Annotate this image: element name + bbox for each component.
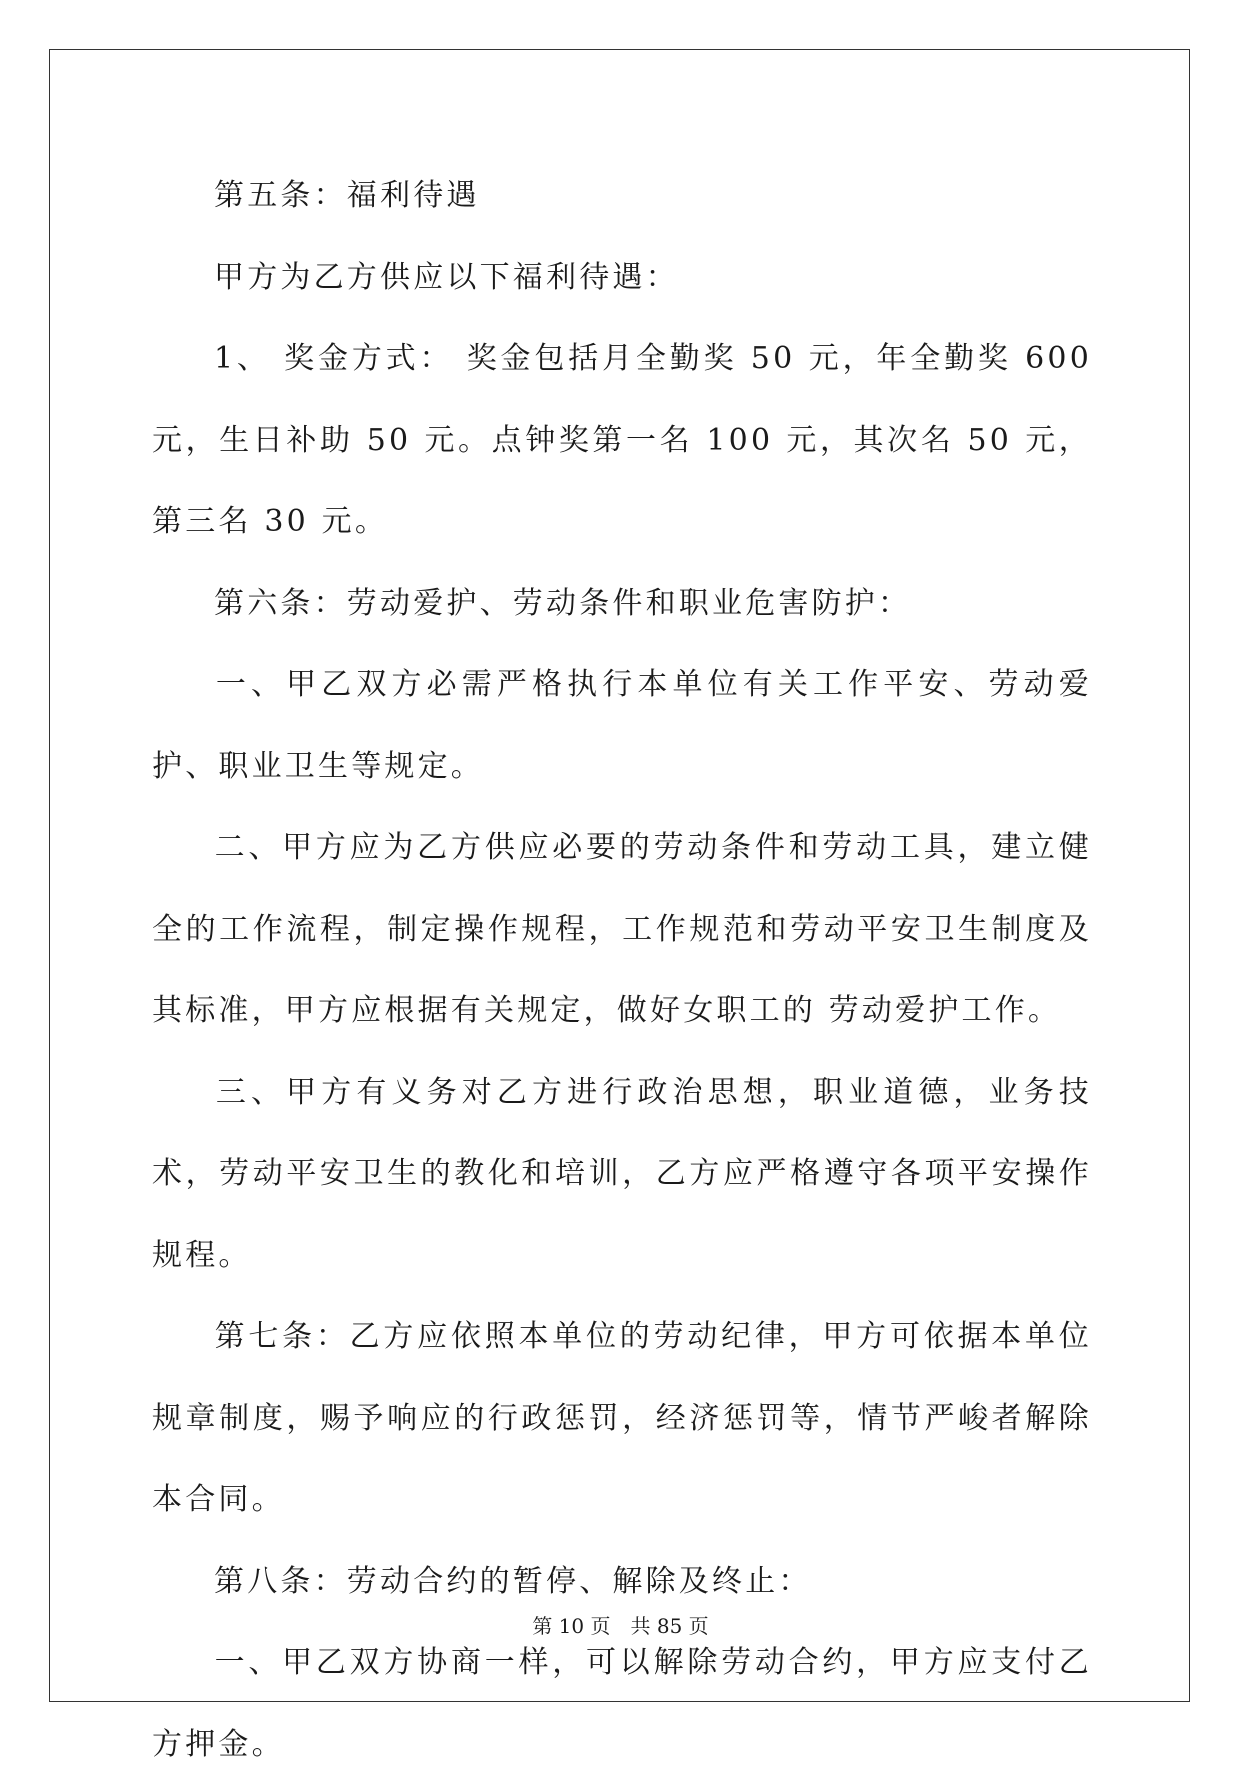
paragraph-article-7: 第七条：乙方应依照本单位的劳动纪律，甲方可依据本单位规章制度，赐予响应的行政惩罚，经济惩罚等，情节严峻者解除本合同。 (152, 1319, 1092, 1517)
page-footer (0, 1610, 1241, 1639)
paragraph-benefits-intro: 甲方为乙方供应以下福利待遇： (214, 259, 679, 295)
paragraph-safety-3: 三、甲方有义务对乙方进行政治思想，职业道德，业务技术，劳动平安卫生的教化和培训，乙方应严格遵守各项平安操作规程。 (152, 1074, 1092, 1273)
paragraph-bonus: 1、 奖金方式： 奖金包括月全勤奖 50 元，年全勤奖 600 元，生日补助 50 元。点钟奖第一名 100 元，其次名 50 元，第三名 30 元。 (152, 341, 1092, 539)
paragraph-safety-2: 二、甲方应为乙方供应必要的劳动条件和劳动工具，建立健全的工作流程，制定操作规程，工作规范和劳动平安卫生制度及其标准，甲方应根据有关规定，做好女职工的 劳动爱护工作。 (152, 830, 1092, 1028)
page-total: 共 85 页 (630, 1614, 709, 1638)
paragraph-article-5-title: 第五条：福利待遇 (214, 178, 480, 213)
paragraph-article-6-title: 第六条：劳动爱护、劳动条件和职业危害防护： (214, 585, 912, 621)
document-body (152, 155, 1092, 1785)
paragraph-article-8-title: 第八条：劳动合约的暂停、解除及终止： (214, 1563, 812, 1599)
paragraph-termination-1: 一、甲乙双方协商一样，可以解除劳动合约，甲方应支付乙方押金。 (152, 1645, 1092, 1762)
paragraph-safety-1: 一、甲乙双方必需严格执行本单位有关工作平安、劳动爱护、职业卫生等规定。 (152, 667, 1092, 784)
page-number: 第 10 页 (532, 1614, 611, 1638)
